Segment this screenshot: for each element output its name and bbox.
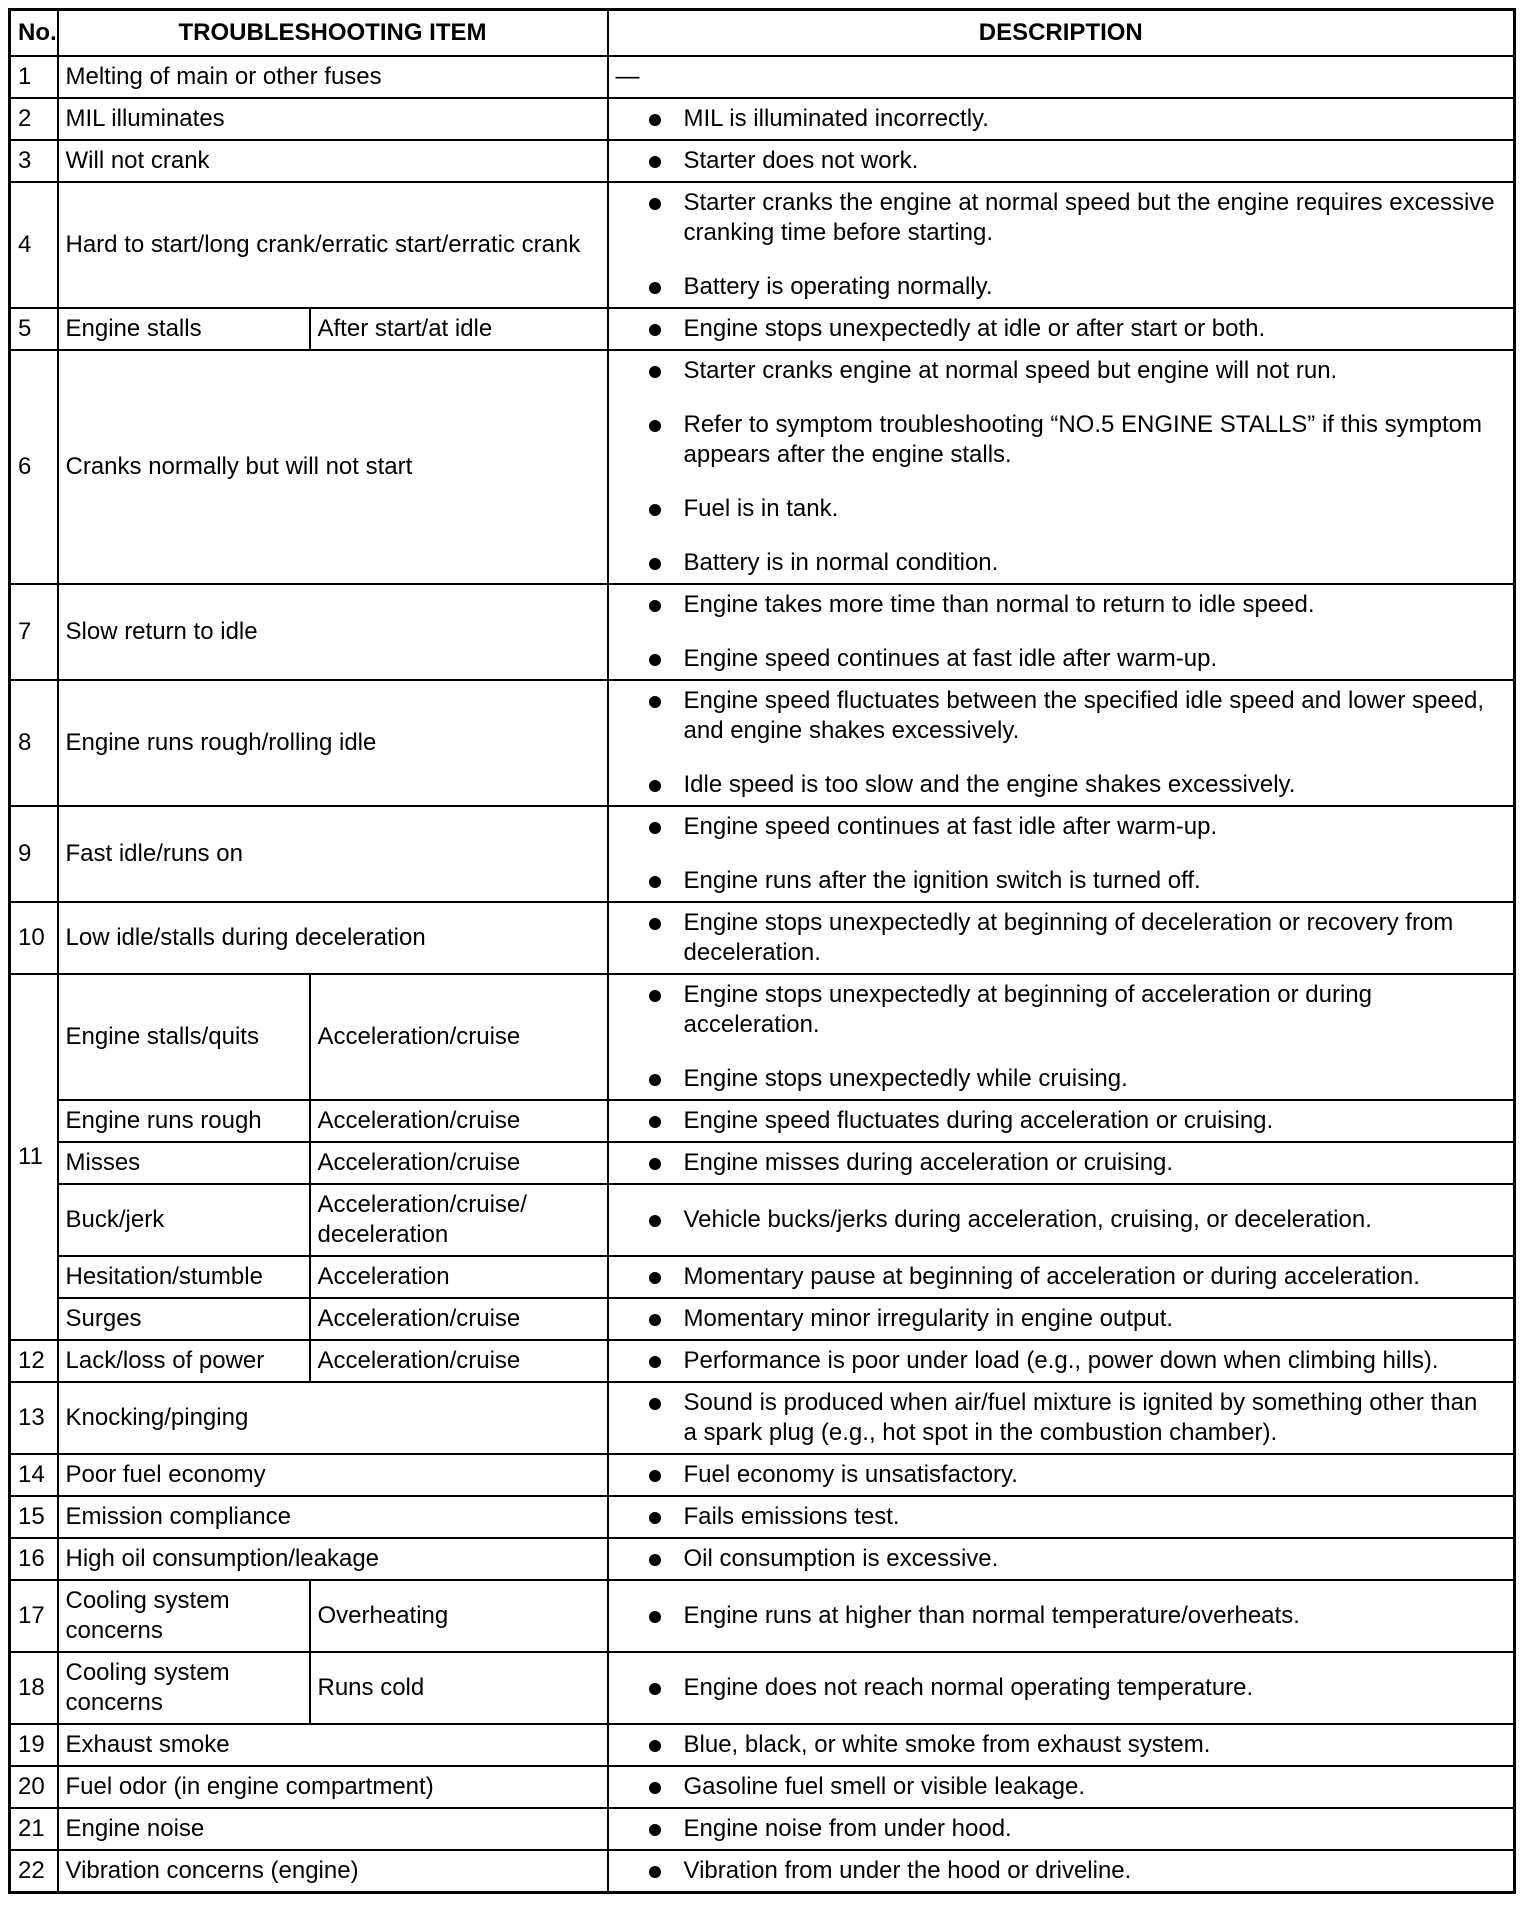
troubleshooting-item: Exhaust smoke (58, 1724, 608, 1766)
bullet-dot-icon (649, 822, 661, 834)
description-cell (608, 1808, 1515, 1850)
bullet-text: Momentary pause at beginning of acceleration or during acceleration. (683, 1263, 1420, 1290)
description-cell (608, 1850, 1515, 1893)
condition-cell: Acceleration/cruise (310, 1340, 608, 1382)
bullet-item (649, 866, 1498, 896)
troubleshooting-item: Cooling system concerns (58, 1580, 310, 1652)
row-number: 18 (10, 1652, 58, 1724)
troubleshooting-item: Cooling system concerns (58, 1652, 310, 1724)
row-number: 19 (10, 1724, 58, 1766)
bullet-text: Performance is poor under load (e.g., power down when climbing hills). (683, 1347, 1439, 1374)
condition-cell: Acceleration/cruise (310, 1298, 608, 1340)
troubleshooting-item: Melting of main or other fuses (58, 56, 608, 98)
bullet-dot-icon (649, 1314, 661, 1326)
bullet-item (649, 146, 1498, 176)
description-cell (608, 1340, 1515, 1382)
bullet-text: Engine does not reach normal operating temperature. (683, 1674, 1254, 1701)
row-number: 22 (10, 1850, 58, 1893)
bullet-text: Blue, black, or white smoke from exhaust system. (683, 1731, 1211, 1758)
table-row (10, 308, 1515, 350)
row-number: 13 (10, 1382, 58, 1454)
description-cell (608, 1652, 1515, 1724)
description-cell (608, 1538, 1515, 1580)
troubleshooting-table-container (8, 8, 1513, 1894)
troubleshooting-item: Engine noise (58, 1808, 608, 1850)
bullet-text: Fails emissions test. (683, 1503, 900, 1530)
bullet-text: Battery is operating normally. (683, 273, 993, 300)
description-cell (608, 1100, 1515, 1142)
table-row (10, 1808, 1515, 1850)
bullet-dot-icon (649, 282, 661, 294)
bullet-text: Engine stops unexpectedly at beginning of deceleration or recovery from deceleration. (683, 909, 1454, 966)
bullet-item (649, 548, 1498, 578)
description-cell (608, 1496, 1515, 1538)
row-number: 7 (10, 584, 58, 680)
description-cell (608, 1382, 1515, 1454)
bullet-item (649, 1502, 1498, 1532)
troubleshooting-item: Misses (58, 1142, 310, 1184)
bullet-item (649, 1304, 1498, 1334)
troubleshooting-item: Engine runs rough/rolling idle (58, 680, 608, 806)
bullet-text: Engine speed continues at fast idle after warm-up. (683, 813, 1218, 840)
bullet-item (649, 494, 1498, 524)
bullet-text: Starter cranks engine at normal speed but engine will not run. (683, 357, 1338, 384)
row-number: 17 (10, 1580, 58, 1652)
bullet-text: Engine stops unexpectedly at idle or after start or both. (683, 315, 1266, 342)
troubleshooting-item: Hard to start/long crank/erratic start/erratic crank (58, 182, 608, 308)
bullet-text: Refer to symptom troubleshooting “NO.5 ENGINE STALLS” if this symptom appears after the engine stalls. (683, 411, 1482, 468)
condition-cell: After start/at idle (310, 308, 608, 350)
row-number: 4 (10, 182, 58, 308)
bullet-dot-icon (649, 1398, 661, 1410)
description-cell (608, 1184, 1515, 1256)
header-row (10, 10, 1515, 57)
bullet-dot-icon (649, 600, 661, 612)
table-row (10, 1766, 1515, 1808)
bullet-item (649, 1460, 1498, 1490)
bullet-text: Oil consumption is excessive. (683, 1545, 999, 1572)
description-cell (608, 182, 1515, 308)
bullet-dot-icon (649, 504, 661, 516)
troubleshooting-item: Cranks normally but will not start (58, 350, 608, 584)
troubleshooting-item: Lack/loss of power (58, 1340, 310, 1382)
bullet-dot-icon (649, 1074, 661, 1086)
condition-cell: Acceleration/cruise (310, 1100, 608, 1142)
bullet-text: Starter does not work. (683, 147, 919, 174)
bullet-dot-icon (649, 156, 661, 168)
row-number: 9 (10, 806, 58, 902)
bullet-text: Momentary minor irregularity in engine output. (683, 1305, 1174, 1332)
description-cell (608, 584, 1515, 680)
bullet-text: Fuel is in tank. (683, 495, 839, 522)
troubleshooting-item: Knocking/pinging (58, 1382, 608, 1454)
row-number: 3 (10, 140, 58, 182)
description-cell (608, 1724, 1515, 1766)
table-row (10, 974, 1515, 1100)
troubleshooting-item: Surges (58, 1298, 310, 1340)
bullet-text: Engine misses during acceleration or cruising. (683, 1149, 1174, 1176)
bullet-text: Starter cranks the engine at normal speed but the engine requires excessive cranking time before starting. (683, 189, 1495, 246)
bullet-item (649, 1814, 1498, 1844)
troubleshooting-item: Fast idle/runs on (58, 806, 608, 902)
row-number: 14 (10, 1454, 58, 1496)
bullet-dot-icon (649, 1158, 661, 1170)
bullet-dot-icon (649, 876, 661, 888)
table-row (10, 350, 1515, 584)
table-row (10, 806, 1515, 902)
bullet-dot-icon (649, 324, 661, 336)
bullet-dot-icon (649, 114, 661, 126)
bullet-item (649, 1730, 1498, 1760)
troubleshooting-item: Slow return to idle (58, 584, 608, 680)
description-cell (608, 350, 1515, 584)
table-row (10, 1850, 1515, 1893)
bullet-item (649, 908, 1498, 968)
table-row (10, 1298, 1515, 1340)
bullet-dot-icon (649, 558, 661, 570)
table-row (10, 1100, 1515, 1142)
description-cell (608, 98, 1515, 140)
bullet-text: Engine takes more time than normal to return to idle speed. (683, 591, 1315, 618)
table-row (10, 140, 1515, 182)
bullet-text: Engine stops unexpectedly at beginning of acceleration or during acceleration. (683, 981, 1372, 1038)
bullet-dot-icon (649, 1272, 661, 1284)
bullet-text: Engine runs at higher than normal temperature/overheats. (683, 1602, 1300, 1629)
table-body (10, 56, 1515, 1893)
bullet-dot-icon (649, 1512, 661, 1524)
condition-cell: Acceleration (310, 1256, 608, 1298)
bullet-item (649, 1064, 1498, 1094)
bullet-dot-icon (649, 366, 661, 378)
bullet-text: Engine speed continues at fast idle after warm-up. (683, 645, 1218, 672)
bullet-text: Engine stops unexpectedly while cruising. (683, 1065, 1128, 1092)
bullet-text: Sound is produced when air/fuel mixture is ignited by something other than a spark plug (e.g., hot spot in the combustion chamber). (683, 1389, 1478, 1446)
header-description: DESCRIPTION (608, 10, 1515, 57)
table-row (10, 1256, 1515, 1298)
bullet-item (649, 1205, 1498, 1235)
troubleshooting-item: MIL illuminates (58, 98, 608, 140)
table-row (10, 584, 1515, 680)
description-cell (608, 902, 1515, 974)
troubleshooting-item: High oil consumption/leakage (58, 1538, 608, 1580)
row-number: 2 (10, 98, 58, 140)
description-cell (608, 1580, 1515, 1652)
bullet-dot-icon (649, 1683, 661, 1695)
bullet-dot-icon (649, 1116, 661, 1128)
troubleshooting-item: Engine stalls/quits (58, 974, 310, 1100)
bullet-text: Engine speed fluctuates during acceleration or cruising. (683, 1107, 1274, 1134)
troubleshooting-item: Hesitation/stumble (58, 1256, 310, 1298)
troubleshooting-item: Engine stalls (58, 308, 310, 350)
bullet-text: Engine runs after the ignition switch is turned off. (683, 867, 1201, 894)
bullet-item (649, 314, 1498, 344)
bullet-item (649, 644, 1498, 674)
table-row (10, 182, 1515, 308)
description-cell (608, 1298, 1515, 1340)
table-row (10, 1142, 1515, 1184)
condition-cell: Overheating (310, 1580, 608, 1652)
row-number: 12 (10, 1340, 58, 1382)
bullet-dot-icon (649, 918, 661, 930)
troubleshooting-item: Poor fuel economy (58, 1454, 608, 1496)
bullet-dot-icon (649, 990, 661, 1002)
bullet-item (649, 1262, 1498, 1292)
bullet-dot-icon (649, 1215, 661, 1227)
bullet-dot-icon (649, 1740, 661, 1752)
row-number: 15 (10, 1496, 58, 1538)
bullet-text: Battery is in normal condition. (683, 549, 999, 576)
bullet-text: Gasoline fuel smell or visible leakage. (683, 1773, 1086, 1800)
bullet-dot-icon (649, 1824, 661, 1836)
bullet-dot-icon (649, 780, 661, 792)
row-number: 10 (10, 902, 58, 974)
bullet-text: Idle speed is too slow and the engine shakes excessively. (683, 771, 1296, 798)
bullet-item (649, 104, 1498, 134)
condition-cell: Acceleration/cruise (310, 974, 608, 1100)
bullet-item (649, 980, 1498, 1040)
row-number: 11 (10, 974, 58, 1340)
condition-cell: Acceleration/cruise (310, 1142, 608, 1184)
description-cell (608, 308, 1515, 350)
bullet-dot-icon (649, 1470, 661, 1482)
bullet-item (649, 356, 1498, 386)
troubleshooting-item: Emission compliance (58, 1496, 608, 1538)
bullet-dot-icon (649, 1611, 661, 1623)
description-cell (608, 1766, 1515, 1808)
troubleshooting-item: Fuel odor (in engine compartment) (58, 1766, 608, 1808)
bullet-item (649, 1346, 1498, 1376)
bullet-dot-icon (649, 1356, 661, 1368)
bullet-dot-icon (649, 1554, 661, 1566)
bullet-item (649, 1856, 1498, 1886)
bullet-dot-icon (649, 1866, 661, 1878)
row-number: 8 (10, 680, 58, 806)
table-row (10, 1652, 1515, 1724)
row-number: 20 (10, 1766, 58, 1808)
table-row (10, 1184, 1515, 1256)
troubleshooting-table (8, 8, 1516, 1894)
bullet-dot-icon (649, 420, 661, 432)
table-row (10, 1724, 1515, 1766)
bullet-item (649, 1148, 1498, 1178)
bullet-item (649, 1673, 1498, 1703)
table-row (10, 1580, 1515, 1652)
bullet-item (649, 812, 1498, 842)
header-troubleshooting-item: TROUBLESHOOTING ITEM (58, 10, 608, 57)
bullet-item (649, 188, 1498, 248)
bullet-item (649, 1772, 1498, 1802)
troubleshooting-item: Buck/jerk (58, 1184, 310, 1256)
description-cell: — (608, 56, 1515, 98)
row-number: 21 (10, 1808, 58, 1850)
table-row (10, 1382, 1515, 1454)
bullet-text: Fuel economy is unsatisfactory. (683, 1461, 1018, 1488)
bullet-item (649, 1601, 1498, 1631)
bullet-text: Engine noise from under hood. (683, 1815, 1012, 1842)
row-number: 16 (10, 1538, 58, 1580)
bullet-text: Engine speed fluctuates between the specified idle speed and lower speed, and engine shakes excessively. (683, 687, 1485, 744)
description-cell (608, 680, 1515, 806)
description-cell (608, 806, 1515, 902)
troubleshooting-item: Engine runs rough (58, 1100, 310, 1142)
header-no: No. (10, 10, 58, 57)
condition-cell: Runs cold (310, 1652, 608, 1724)
bullet-item (649, 410, 1498, 470)
description-cell (608, 974, 1515, 1100)
table-row (10, 56, 1515, 98)
row-number: 6 (10, 350, 58, 584)
bullet-text: MIL is illuminated incorrectly. (683, 105, 989, 132)
bullet-item (649, 590, 1498, 620)
description-cell (608, 1142, 1515, 1184)
row-number: 1 (10, 56, 58, 98)
troubleshooting-item: Vibration concerns (engine) (58, 1850, 608, 1893)
bullet-item (649, 1106, 1498, 1136)
table-row (10, 1538, 1515, 1580)
table-row (10, 98, 1515, 140)
troubleshooting-item: Will not crank (58, 140, 608, 182)
bullet-item (649, 1388, 1498, 1448)
bullet-item (649, 1544, 1498, 1574)
bullet-item (649, 770, 1498, 800)
bullet-dot-icon (649, 654, 661, 666)
table-row (10, 1496, 1515, 1538)
bullet-dot-icon (649, 1782, 661, 1794)
table-row (10, 680, 1515, 806)
bullet-item (649, 272, 1498, 302)
description-cell (608, 140, 1515, 182)
table-row (10, 1340, 1515, 1382)
bullet-dot-icon (649, 696, 661, 708)
row-number: 5 (10, 308, 58, 350)
condition-cell: Acceleration/cruise/ deceleration (310, 1184, 608, 1256)
description-cell (608, 1454, 1515, 1496)
table-row (10, 1454, 1515, 1496)
bullet-text: Vibration from under the hood or driveline. (683, 1857, 1132, 1884)
bullet-dot-icon (649, 198, 661, 210)
table-row (10, 902, 1515, 974)
bullet-text: Vehicle bucks/jerks during acceleration, cruising, or deceleration. (683, 1206, 1372, 1233)
troubleshooting-item: Low idle/stalls during deceleration (58, 902, 608, 974)
description-cell (608, 1256, 1515, 1298)
bullet-item (649, 686, 1498, 746)
